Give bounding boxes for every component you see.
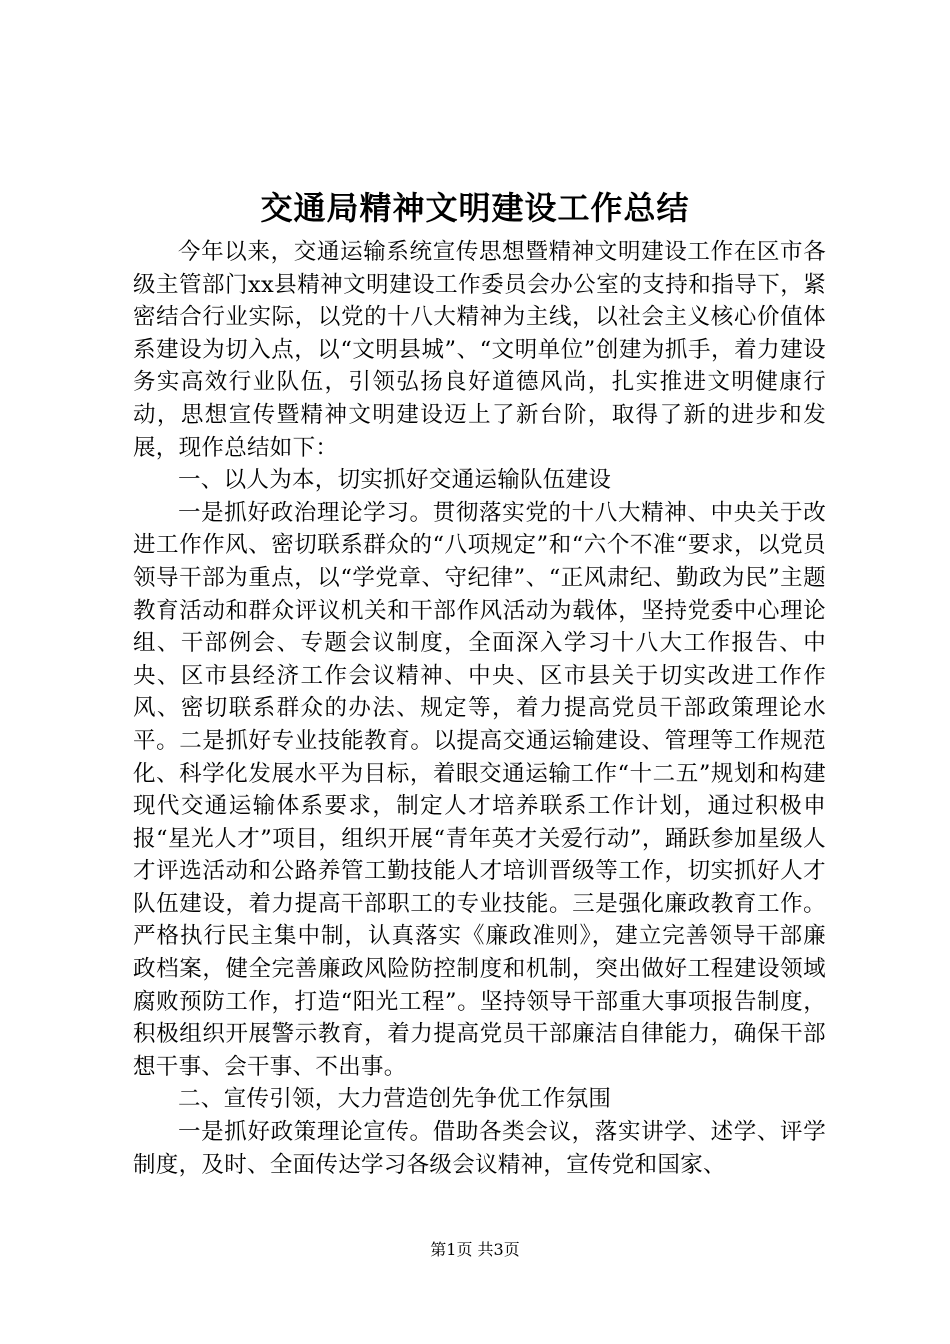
page-footer: 第1页 共3页: [430, 1240, 520, 1259]
section-1-paragraph: 一是抓好政治理论学习。贯彻落实党的十八大精神、中央关于改进工作作风、密切联系群众的“八项规定”和“六个不准“要求，以党员领导干部为重点，以“学党章、守纪律”、“正风肃纪、勤政为民”主题教育活动和群众评议机关和干部作风活动为载体，坚持党委中心理论组、干部例会、专题会议制度，全面深入学习十八大工作报告、中央、区市县经济工作会议精神、中央、区市县关于切实改进工作作风、密切联系群众的办法、规定等，着力提高党员干部政策理论水平。二是抓好专业技能教育。以提高交通运输建设、管理等工作规范化、科学化发展水平为目标，着眼交通运输工作“十二五”规划和构建现代交通运输体系要求，制定人才培养联系工作计划，通过积极申报“星光人才”项目，组织开展“青年英才关爱行动”，踊跃参加星级人才评选活动和公路养管工勤技能人才培训晋级等工作，切实抓好人才队伍建设，着力提高干部职工的专业技能。三是强化廉政教育工作。严格执行民主集中制，认真落实《廉政准则》，建立完善领导干部廉政档案，健全完善廉政风险防控制度和机制，突出做好工程建设领域腐败预防工作，打造“阳光工程”。坚持领导干部重大事项报告制度，积极组织开展警示教育，着力提高党员干部廉洁自律能力，确保干部想干事、会干事、不出事。: [133, 499, 826, 1080]
section-heading-1: 一、以人为本，切实抓好交通运输队伍建设: [178, 467, 612, 494]
document-title: 交通局精神文明建设工作总结: [260, 189, 690, 227]
intro-paragraph: 今年以来，交通运输系统宣传思想暨精神文明建设工作在区市各级主管部门xx县精神文明建设工作委员会办公室的支持和指导下，紧密结合行业实际，以党的十八大精神为主线，以社会主义核心价值体系建设为切入点，以“文明县城”、“文明单位”创建为抓手，着力建设务实高效行业队伍，引领弘扬良好道德风尚，扎实推进文明健康行动，思想宣传暨精神文明建设迈上了新台阶，取得了新的进步和发展，现作总结如下：: [133, 239, 826, 461]
document-body: [133, 236, 826, 1181]
section-2-paragraph: 一是抓好政策理论宣传。借助各类会议，落实讲学、述学、评学制度，及时、全面传达学习各级会议精神，宣传党和国家、: [133, 1119, 826, 1178]
section-heading-2: 二、宣传引领，大力营造创先争优工作氛围: [178, 1086, 612, 1113]
